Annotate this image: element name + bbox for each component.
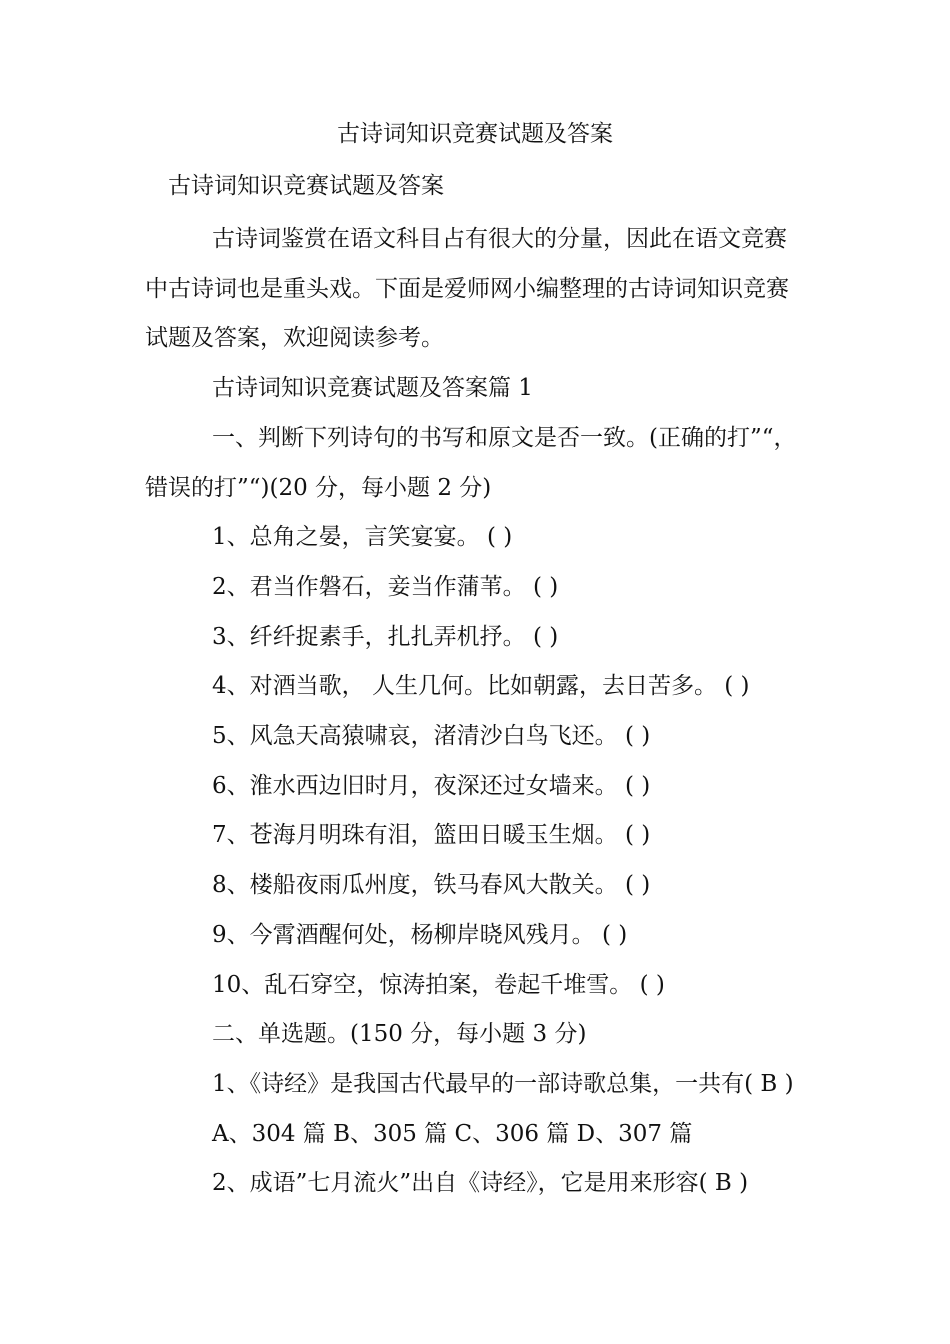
section-1-heading-line-1: 一、判断下列诗句的书写和原文是否一致。(正确的打”“， bbox=[212, 424, 797, 451]
judgement-item: 8、楼船夜雨瓜州度，铁马春风大散关。 ( ) bbox=[212, 872, 651, 899]
judgement-item: 3、纤纤捉素手，扎扎弄机抒。 ( ) bbox=[212, 623, 559, 650]
judgement-item: 2、君当作磐石，妾当作蒲苇。 ( ) bbox=[212, 573, 559, 600]
judgement-item: 6、淮水西边旧时月，夜深还过女墙来。 ( ) bbox=[212, 772, 651, 799]
judgement-item: 5、风急天高猿啸哀，渚清沙白鸟飞还。 ( ) bbox=[212, 723, 651, 750]
section-2-heading: 二、单选题。(150 分，每小题 3 分) bbox=[212, 1021, 587, 1048]
document-title: 古诗词知识竞赛试题及答案 bbox=[337, 121, 613, 147]
intro-line-2: 中古诗词也是重头戏。下面是爱师网小编整理的古诗词知识竞赛 bbox=[145, 275, 789, 302]
mc-question-1: 1、《诗经》是我国古代最早的一部诗歌总集，一共有( B ) bbox=[212, 1070, 794, 1097]
judgement-item: 1、总角之晏，言笑宴宴。 ( ) bbox=[212, 524, 513, 551]
mc-question-1-options: A、304 篇 B、305 篇 C、306 篇 D、307 篇 bbox=[212, 1120, 693, 1147]
judgement-item: 9、今霄酒醒何处，杨柳岸晓风残月。 ( ) bbox=[212, 921, 628, 948]
mc-question-2: 2、成语”七月流火”出自《诗经》，它是用来形容( B ) bbox=[212, 1170, 749, 1197]
document-subtitle: 古诗词知识竞赛试题及答案 bbox=[168, 173, 444, 199]
part-heading: 古诗词知识竞赛试题及答案篇 1 bbox=[212, 375, 533, 402]
section-1-heading-line-2: 错误的打”“)(20 分，每小题 2 分) bbox=[145, 474, 492, 501]
judgement-item: 4、对酒当歌， 人生几何。比如朝露，去日苦多。 ( ) bbox=[212, 673, 750, 700]
intro-line-1: 古诗词鉴赏在语文科目占有很大的分量，因此在语文竞赛 bbox=[212, 226, 787, 252]
document-body bbox=[145, 215, 815, 1209]
judgement-item: 7、苍海月明珠有泪，篮田日暖玉生烟。 ( ) bbox=[212, 822, 651, 849]
intro-line-3: 试题及答案，欢迎阅读参考。 bbox=[145, 325, 444, 352]
judgement-item: 10、乱石穿空，惊涛拍案，卷起千堆雪。 ( ) bbox=[212, 971, 665, 998]
